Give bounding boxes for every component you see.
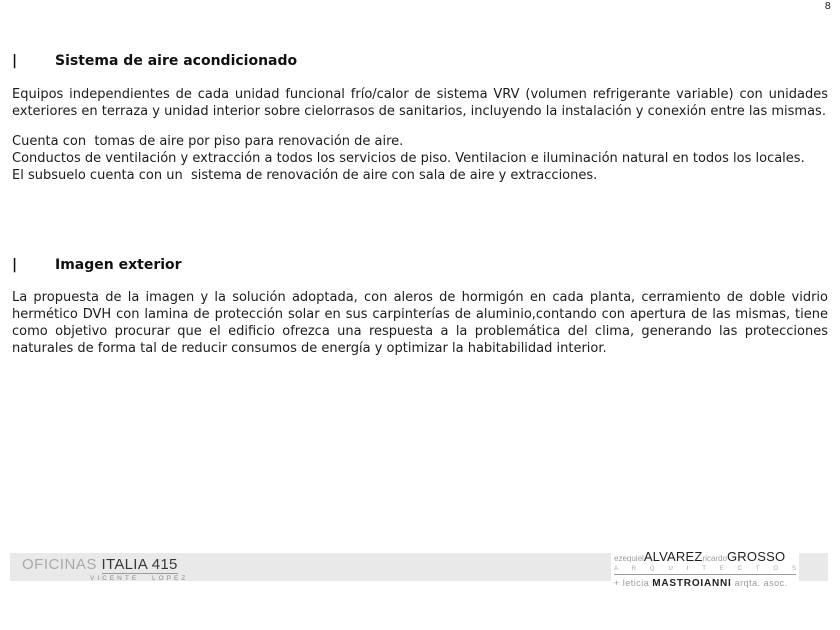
architects-logo: [611, 548, 799, 589]
architect-first-name: ezequiel: [614, 554, 644, 563]
paragraph-ventilacion: [12, 133, 828, 184]
project-logo-name: [22, 556, 188, 573]
paragraph-line: Cuenta con tomas de aire por piso para renovación de aire.: [12, 134, 404, 149]
heading-marker: |: [12, 257, 18, 273]
project-logo-title: ITALIA 415: [101, 556, 178, 573]
associate-suffix: arqta. asoc.: [731, 578, 788, 588]
paragraph-line: Equipos independientes de cada unidad funcional frío/calor de sistema VRV (volumen refrigerante variable) con unidades: [12, 87, 828, 102]
section-title: Imagen exterior: [55, 257, 182, 273]
associate-line: [614, 577, 796, 589]
paragraph-line: como objetivo procurar que el edificio ofrezca una respuesta a la problemática del clima, generando las protecciones: [12, 324, 828, 339]
project-logo-prefix: OFICINAS: [22, 556, 102, 573]
section-title: Sistema de aire acondicionado: [55, 53, 298, 69]
paragraph-line: Conductos de ventilación y extracción a todos los servicios de piso. Ventilacion e iluminación natural en todos los locales.: [12, 151, 805, 166]
associate-prefix: + leticia: [614, 578, 653, 588]
paragraph-line: El subsuelo cuenta con un sistema de renovación de aire con sala de aire y extracciones.: [12, 168, 598, 183]
paragraph-line: naturales de forma tal de reducir consumos de energía y optimizar la habitabilidad interior.: [12, 341, 607, 356]
architect-first-name: ricardo: [702, 554, 727, 563]
paragraph-line: La propuesta de la imagen y la solución adoptada, con aleros de hormigón en cada planta, cerramiento de doble vidrio: [12, 290, 828, 305]
paragraph-line: exteriores en terraza y unidad interior sobre cielorrasos de sanitarios, incluyendo la instalación y conexión entre las mismas.: [12, 104, 826, 119]
section-heading-imagen: [12, 257, 828, 273]
architects-profession: A R Q U I T E C T O S: [614, 566, 796, 575]
project-logo-subtitle: VICENTE LOPEZ: [90, 575, 189, 582]
architect-last-name: ALVAREZ: [643, 549, 703, 564]
paragraph-propuesta: [12, 289, 828, 357]
section-heading-aire: [12, 53, 828, 69]
associate-name: MASTROIANNI: [652, 578, 732, 589]
paragraph-equipos: [12, 86, 828, 120]
architect-last-name: GROSSO: [726, 549, 786, 564]
architects-names: [614, 550, 796, 565]
paragraph-line: hermético DVH con lamina de protección solar en sus carpinterías de aluminio,contando con apertura de las mismas, tiene: [12, 307, 828, 322]
heading-marker: |: [12, 53, 18, 69]
project-logo: [22, 556, 188, 582]
page-number: 8: [824, 1, 831, 12]
